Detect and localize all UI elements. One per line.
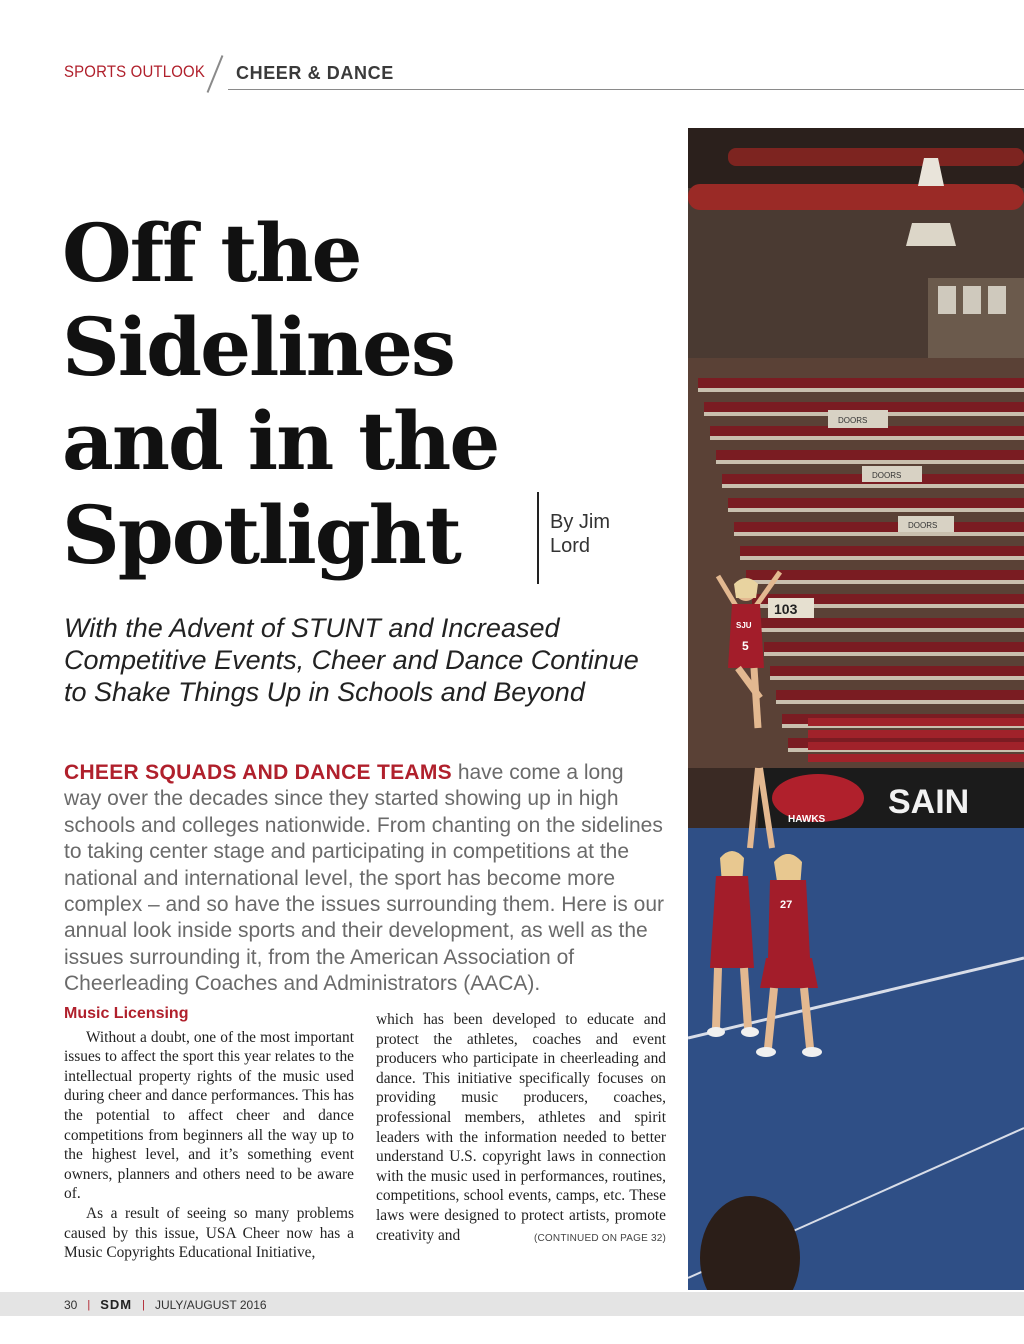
header-rule — [228, 89, 1024, 90]
jersey-text: SJU — [736, 621, 752, 630]
continued-note: (CONTINUED ON PAGE 32) — [533, 1232, 666, 1244]
seat-row — [770, 666, 1024, 676]
seat-step — [722, 484, 1024, 488]
byline-line: Lord — [550, 535, 591, 557]
intro-paragraph — [64, 760, 664, 998]
issue-date: JULY/AUGUST 2016 — [154, 1297, 267, 1312]
footer-separator: | — [142, 1298, 145, 1311]
headline-line: and in the — [62, 394, 499, 488]
seat-row — [764, 642, 1024, 652]
banner-small-text: HAWKS — [788, 814, 826, 825]
seat-step — [746, 580, 1024, 584]
seat-row — [740, 546, 1024, 556]
body-paragraph: As a result of seeing so many problems caused by this issue, USA Cheer now has a Music Copyrights Educational Initiative, — [64, 1204, 354, 1262]
seat-row — [728, 498, 1024, 508]
page-number: 30 — [64, 1297, 78, 1312]
seat-row — [758, 618, 1024, 628]
byline-line: By Jim — [550, 511, 610, 533]
jersey-number: 5 — [742, 639, 749, 653]
running-header — [64, 58, 1024, 92]
intro-lead: CHEER SQUADS AND DANCE TEAMS — [64, 761, 452, 784]
bench — [808, 742, 1024, 750]
seat-row — [776, 690, 1024, 700]
headline-line: Off the — [62, 206, 361, 300]
section-heading: Music Licensing — [64, 1005, 189, 1022]
body-paragraph — [376, 1010, 666, 1245]
magazine-logo: SDM — [100, 1297, 133, 1312]
body-paragraph: Without a doubt, one of the most important issues to affect the sport this year relates to the intellectual property rights of the music used during cheer and dance performances. This has the potential to affect cheer and dance competitions from beginners all the way up to the highest level, and it’s something event owners, planners and others need to be aware of. — [64, 1028, 354, 1203]
section-label: SPORTS OUTLOOK — [64, 62, 206, 81]
intro-text: have come a long way over the decades since they started showing up in high schools and colleges nationwide. From chanting on the sidelines to taking center stage and participating in competitions at the national and international level, the sport has become more complex – and so have the issues surrounding them. Here is our annual look inside sports and their development, as well as the issues surrounding it, from the American Association of Cheerleading Coaches and Administrators (AACA). — [64, 761, 664, 996]
header-slash-divider — [207, 55, 224, 93]
byline — [550, 510, 640, 558]
photo-illustration — [688, 128, 1024, 1290]
bench — [808, 754, 1024, 762]
seat-step — [770, 676, 1024, 680]
article-deck: With the Advent of STUNT and Increased Competitive Events, Cheer and Dance Continue to Shake Things Up in Schools and Beyond — [64, 613, 639, 707]
section-number-sign: 103 — [774, 601, 798, 617]
seat-step — [776, 700, 1024, 704]
seat-step — [698, 388, 1024, 392]
bench — [808, 730, 1024, 738]
body-text: which has been developed to educate and protect the athletes, coaches and event producers who participate in cheerleading and dance. This initiative specifically focuses on providing music producers, coaches, professional members, athletes and spirit leaders with the information needed to better understand U.S. copyright laws in connection with the music used in performances, routines, competitions, school events, camps, etc. These laws were designed to protect artists, promote creativity and — [376, 1011, 666, 1244]
topic-label: CHEER & DANCE — [236, 63, 394, 83]
seat-step — [716, 460, 1024, 464]
page-footer — [0, 1292, 1024, 1316]
doors-sign: DOORS — [908, 521, 938, 530]
seat-step — [764, 652, 1024, 656]
footer-separator: | — [87, 1298, 91, 1311]
bench — [808, 718, 1024, 726]
seat-step — [758, 628, 1024, 632]
cheerleader-photo — [688, 128, 1024, 1290]
banner-text: SAIN — [888, 783, 970, 821]
doors-sign: DOORS — [838, 416, 868, 425]
seat-row — [698, 378, 1024, 388]
headline-line: Spotlight — [62, 488, 460, 582]
doors-sign: DOORS — [872, 471, 902, 480]
jersey-number: 27 — [780, 899, 793, 911]
seat-step — [710, 436, 1024, 440]
body-column-2 — [376, 1010, 666, 1248]
seat-row — [746, 570, 1024, 580]
seat-row — [734, 522, 1024, 532]
seat-step — [734, 532, 1024, 536]
headline-line: Sidelines — [62, 300, 454, 394]
body-column-1 — [64, 1004, 354, 1263]
seat-step — [740, 556, 1024, 560]
seat-step — [728, 508, 1024, 512]
byline-rule — [537, 492, 539, 584]
seat-row — [716, 450, 1024, 460]
